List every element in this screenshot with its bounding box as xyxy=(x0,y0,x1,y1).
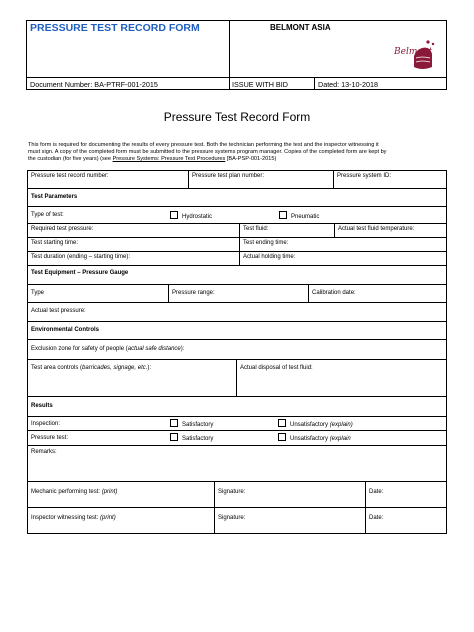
inspection-row: Inspection: xyxy=(27,416,447,431)
system-id-cell[interactable]: Pressure system ID: xyxy=(333,170,447,189)
pressure-unsatisfactory-checkbox[interactable] xyxy=(278,433,286,441)
record-number-cell[interactable]: Pressure test record number: xyxy=(27,170,189,189)
pressure-satisfactory-option[interactable]: Satisfactory xyxy=(170,433,213,443)
duration-cell[interactable]: Test duration (ending – starting time): xyxy=(27,251,240,266)
equipment-header: Test Equipment – Pressure Gauge xyxy=(27,265,447,285)
hydrostatic-option[interactable]: Hydrostatic xyxy=(170,211,212,221)
procedures-link[interactable]: Pressure Systems: Pressure Test Procedures xyxy=(112,156,226,162)
holding-time-cell[interactable]: Actual holding time: xyxy=(239,251,447,266)
inspection-satisfactory-option[interactable]: Satisfactory xyxy=(170,419,213,429)
test-parameters-header: Test Parameters xyxy=(27,188,447,207)
fluid-disposal-cell[interactable]: Actual disposal of test fluid: xyxy=(236,359,447,397)
document-date: Dated: 13-10-2018 xyxy=(318,80,378,89)
intro-paragraph xyxy=(28,142,448,163)
form-title: PRESSURE TEST RECORD FORM xyxy=(30,22,200,34)
issue-status: ISSUE WITH BID xyxy=(232,80,288,89)
company-name: BELMONT ASIA xyxy=(270,23,331,32)
environmental-header: Environmental Controls xyxy=(27,321,447,340)
pressure-unsatisfactory-option[interactable]: Unsatisfactory (explain xyxy=(278,433,351,443)
actual-pressure-cell[interactable]: Actual test pressure: xyxy=(27,302,447,322)
inspection-unsatisfactory-option[interactable]: Unsatisfactory (explain) xyxy=(278,419,353,429)
inspector-name-cell[interactable]: Inspector witnessing test: (print) xyxy=(27,507,215,534)
inspection-satisfactory-checkbox[interactable] xyxy=(170,419,178,427)
hydrostatic-checkbox[interactable] xyxy=(170,211,178,219)
area-controls-cell[interactable]: Test area controls (barricades, signage, etc.): xyxy=(27,359,237,397)
inspector-signature-cell[interactable]: Signature: xyxy=(214,507,366,534)
required-pressure-cell[interactable]: Required test pressure: xyxy=(27,223,240,238)
mechanic-name-cell[interactable]: Mechanic performing test: (print) xyxy=(27,481,215,508)
fluid-temp-cell[interactable]: Actual test fluid temperature: xyxy=(334,223,447,238)
pressure-satisfactory-checkbox[interactable] xyxy=(170,433,178,441)
test-fluid-cell[interactable]: Test fluid: xyxy=(239,223,335,238)
results-header: Results xyxy=(27,396,447,417)
mechanic-date-cell[interactable]: Date: xyxy=(365,481,447,508)
calibration-date-cell[interactable]: Calibration date: xyxy=(308,284,447,303)
remarks-cell[interactable]: Remarks: xyxy=(27,445,447,482)
exclusion-zone-cell[interactable]: Exclusion zone for safety of people (actual safe distance): xyxy=(27,339,447,360)
intro-line-1: This form is required for documenting the results of every pressure test. Both the technician performing the test and the inspector witnessing it xyxy=(28,142,379,148)
intro-line-2: must sign. A copy of the completed form must be submitted to the pressure systems program manager. Copies of the completed form are kept by xyxy=(28,149,387,155)
inspector-date-cell[interactable]: Date: xyxy=(365,507,447,534)
page-title: Pressure Test Record Form xyxy=(163,110,311,124)
plan-number-cell[interactable]: Pressure test plan number: xyxy=(188,170,334,189)
starting-time-cell[interactable]: Test starting time: xyxy=(27,237,240,252)
pressure-test-row: Pressure test: xyxy=(27,430,447,446)
type-of-test-row: Type of test: xyxy=(27,206,447,224)
pneumatic-checkbox[interactable] xyxy=(279,211,287,219)
inspection-unsatisfactory-checkbox[interactable] xyxy=(278,419,286,427)
mechanic-signature-cell[interactable]: Signature: xyxy=(214,481,366,508)
gauge-type-cell[interactable]: Type xyxy=(27,284,169,303)
intro-line-3: the custodian (for five years) (see Pressure Systems: Pressure Test Procedures [BA-PSP-001-2015) xyxy=(28,156,277,162)
logo-wordmark: Belmont xyxy=(394,47,433,57)
ending-time-cell[interactable]: Test ending time: xyxy=(239,237,447,252)
company-logo xyxy=(392,34,438,74)
document-number: Document Number: BA-PTRF-001-2015 xyxy=(30,80,158,89)
pneumatic-option[interactable]: Pneumatic xyxy=(279,211,319,221)
pressure-range-cell[interactable]: Pressure range: xyxy=(168,284,309,303)
